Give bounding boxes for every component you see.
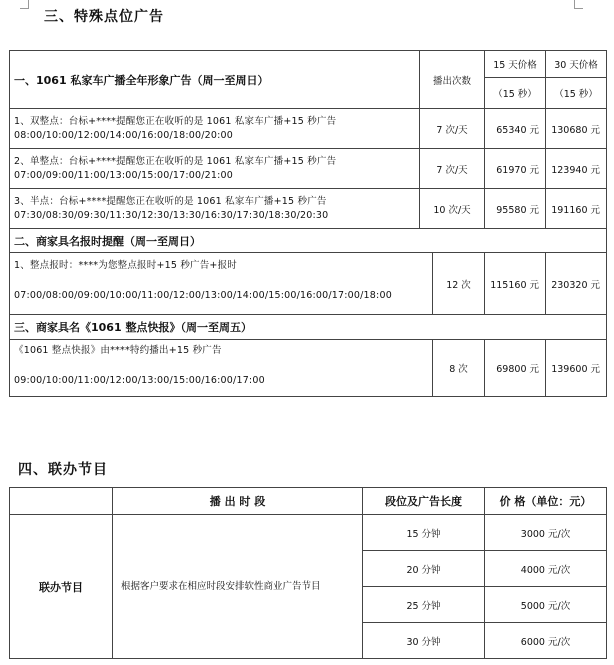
row-count: 7 次/天 <box>420 109 485 149</box>
row-price-15: 61970 元 <box>485 149 546 189</box>
special-ad-table <box>9 50 607 397</box>
row-description-line1: 《1061 整点快报》由****特约播出+15 秒广告 <box>14 345 222 356</box>
slot-price: 4000 元/次 <box>485 551 607 587</box>
program-description: 根据客户要求在相应时段安排软性商业广告节目 <box>113 515 363 659</box>
table-row <box>10 109 607 149</box>
row-price-30: 191160 元 <box>546 189 607 229</box>
row-price-30: 230320 元 <box>546 253 607 315</box>
row-description-line1: 1、双整点：台标+****提醒您正在收听的是 1061 私家车广播+15 秒广告 <box>14 115 337 127</box>
slot-length: 30 分钟 <box>363 623 485 659</box>
table-header-row <box>10 488 607 515</box>
table-row <box>10 149 607 189</box>
row-description <box>10 253 433 315</box>
row-price-30: 139600 元 <box>546 340 607 397</box>
header-col-4: 价 格（单位：元） <box>485 488 607 515</box>
row-count: 10 次/天 <box>420 189 485 229</box>
row-description-line2: 07:00/09:00/11:00/13:00/15:00/17:00/21:00 <box>14 169 234 181</box>
header-col-3: 段位及广告长度 <box>363 488 485 515</box>
block2-title: 二、商家具名报时提醒（周一至周日） <box>10 229 607 253</box>
row-count: 12 次 <box>433 253 485 315</box>
slot-price: 5000 元/次 <box>485 587 607 623</box>
slot-price: 6000 元/次 <box>485 623 607 659</box>
page-corner-mark-left <box>20 0 29 9</box>
price-15-header: 15 天价格 <box>485 51 546 78</box>
price-30-header: 30 天价格 <box>546 51 607 78</box>
row-description <box>10 340 433 397</box>
row-description <box>10 109 420 149</box>
program-name: 联办节目 <box>10 515 113 659</box>
block3-title: 三、商家具名《1061 整点快报》（周一至周五） <box>10 315 607 340</box>
block1-title: 一、1061 私家车广播全年形象广告（周一至周日） <box>10 51 420 109</box>
row-price-15: 65340 元 <box>485 109 546 149</box>
header-col-1 <box>10 488 113 515</box>
page-corner-mark-right <box>574 0 583 9</box>
row-description-line2: 07:30/08:30/09:30/11:30/12:30/13:30/16:30/17:30/18:30/20:30 <box>14 209 329 221</box>
row-price-15: 69800 元 <box>485 340 546 397</box>
slot-length: 20 分钟 <box>363 551 485 587</box>
row-description-line1: 2、单整点：台标+****提醒您正在收听的是 1061 私家车广播+15 秒广告 <box>14 155 337 167</box>
row-description-line2: 09:00/10:00/11:00/12:00/13:00/15:00/16:00/17:00 <box>14 375 265 386</box>
row-description <box>10 189 420 229</box>
play-count-header: 播出次数 <box>420 51 485 109</box>
slot-length: 15 分钟 <box>363 515 485 551</box>
table-row <box>10 189 607 229</box>
row-count: 8 次 <box>433 340 485 397</box>
duration-15-header: （15 秒） <box>485 78 546 109</box>
duration-30-header: （15 秒） <box>546 78 607 109</box>
row-count: 7 次/天 <box>420 149 485 189</box>
header-col-2: 播 出 时 段 <box>113 488 363 515</box>
row-price-15: 115160 元 <box>485 253 546 315</box>
slot-length: 25 分钟 <box>363 587 485 623</box>
row-price-30: 130680 元 <box>546 109 607 149</box>
table-row <box>10 253 607 315</box>
table-header-row-1 <box>10 51 607 78</box>
slot-price: 3000 元/次 <box>485 515 607 551</box>
block3-title-row <box>10 315 607 340</box>
row-description-line2: 08:00/10:00/12:00/14:00/16:00/18:00/20:00 <box>14 129 234 141</box>
section-4-title: 四、联办节目 <box>18 462 108 478</box>
block2-title-row <box>10 229 607 253</box>
row-description-line1: 1、整点报时：****为您整点报时+15 秒广告+报时 <box>14 260 237 271</box>
row-description-line1: 3、半点：台标+****提醒您正在收听的是 1061 私家车广播+15 秒广告 <box>14 195 327 207</box>
row-description <box>10 149 420 189</box>
row-price-15: 95580 元 <box>485 189 546 229</box>
row-description-line2: 07:00/08:00/09:00/10:00/11:00/12:00/13:00/14:00/15:00/16:00/17:00/18:00 <box>14 290 392 301</box>
table-row <box>10 515 607 551</box>
row-price-30: 123940 元 <box>546 149 607 189</box>
joint-program-table <box>9 487 607 659</box>
section-3-title: 三、特殊点位广告 <box>44 9 164 25</box>
table-row <box>10 340 607 397</box>
